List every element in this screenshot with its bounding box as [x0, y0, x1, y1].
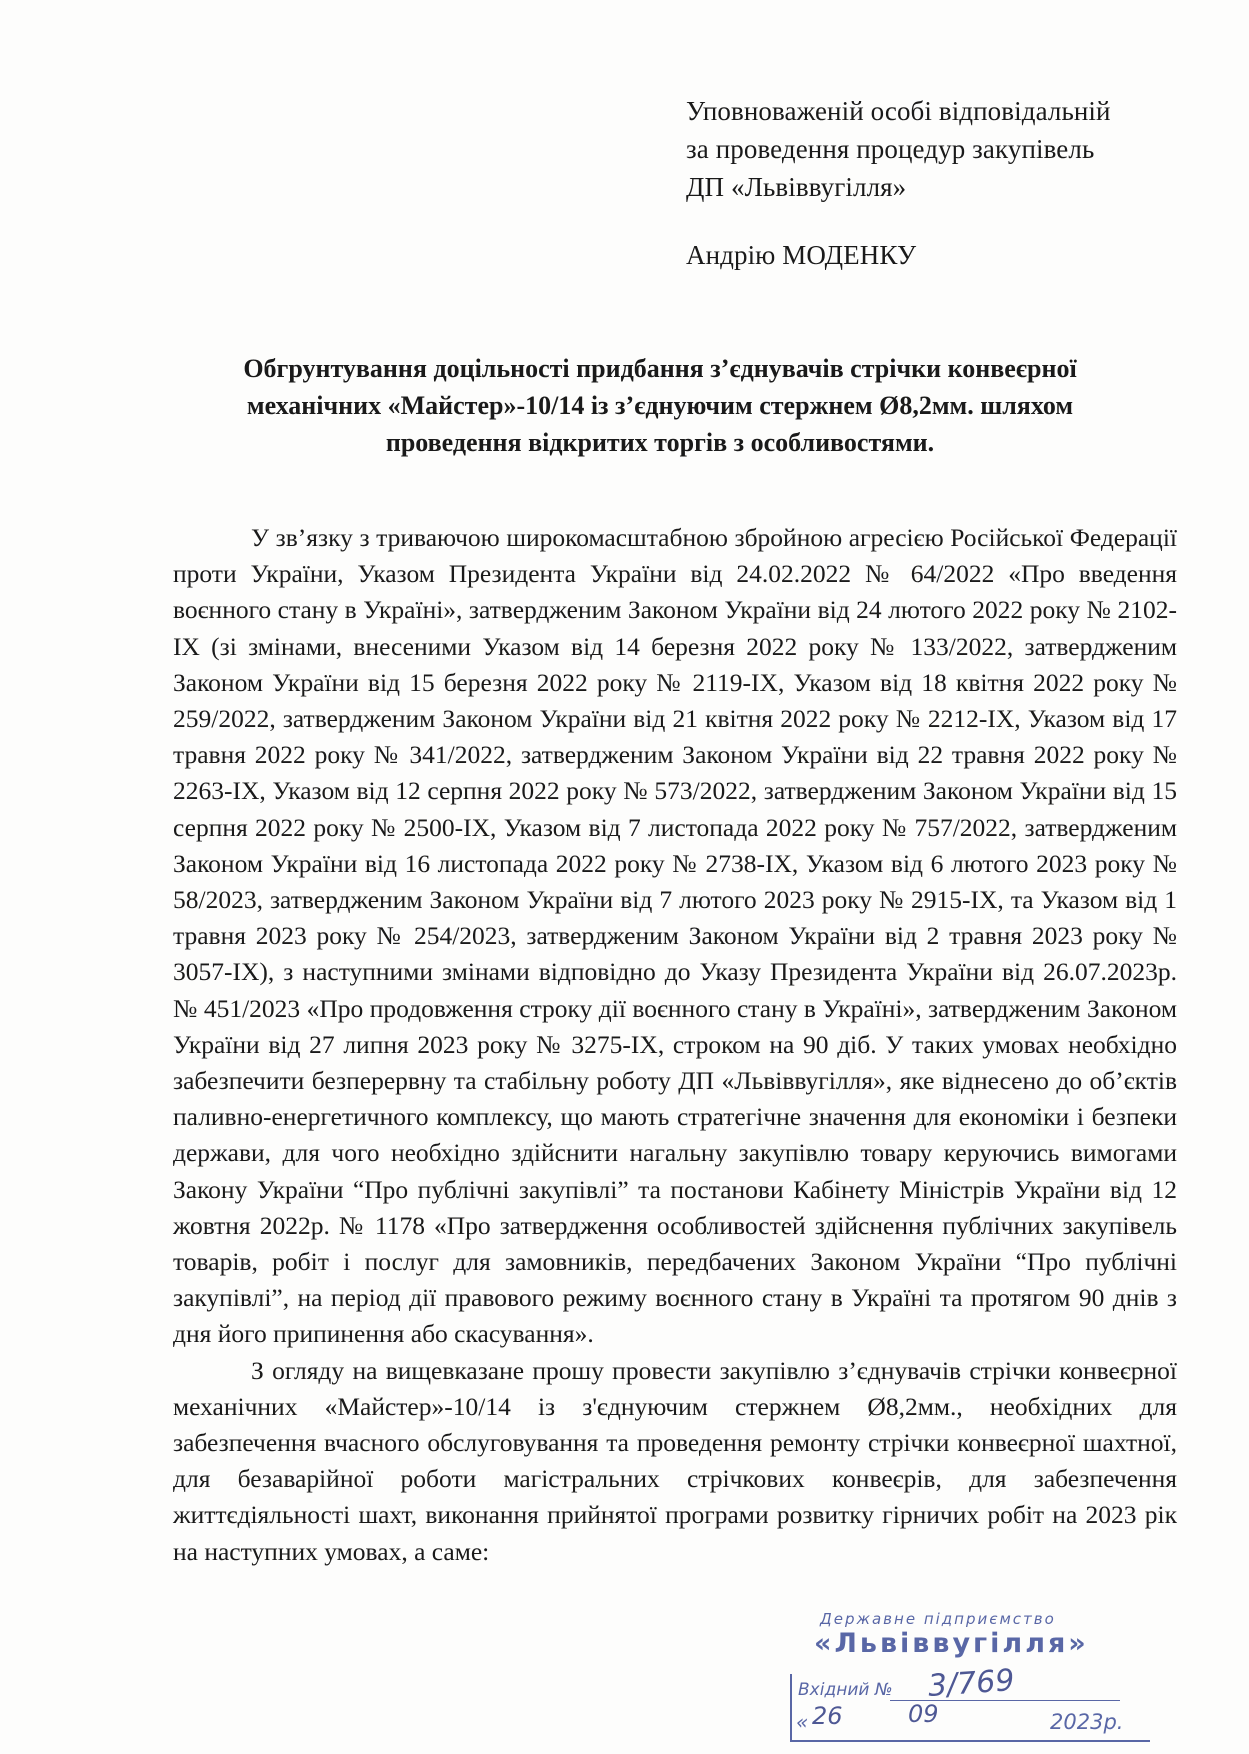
title-line-1: Обгрунтування доцільності придбання з’єднувачів стрічки конвеєрної — [243, 354, 1077, 383]
incoming-registration-stamp — [790, 1612, 1150, 1744]
stamp-date-month: 09 — [908, 1700, 939, 1728]
stamp-incoming-label: Вхідний № — [798, 1680, 893, 1700]
addressee-line-3: ДП «Львіввугілля» — [686, 172, 907, 202]
addressee-line-1: Уповноваженій особі відповідальній — [686, 96, 1111, 126]
stamp-company-name: «Львіввугілля» — [814, 1628, 1089, 1659]
stamp-date-open-quote: « — [796, 1710, 809, 1734]
stamp-org-line: Державне підприємство — [820, 1610, 1056, 1628]
stamp-date-day: 26 — [812, 1702, 843, 1730]
addressee-line-2: за проведення процедур закупівель — [686, 134, 1095, 164]
body-paragraph-2: З огляду на вищевказане прошу провести закупівлю з’єднувачів стрічки конвеєрної механічних «Майстер»-10/14 із з'єднуючим стержнем Ø8,2мм., необхідних для забезпечення вчасного обслуговування та проведення ремонту стрічки конвеєрної шахтної, для безаварійної роботи магістральних стрічкових конвеєрів, для забезпечення життєдіяльності шахт, виконання прийнятої програми розвитку гірничих робіт на 2023 рік на наступних умовах, а саме: — [173, 1355, 1177, 1566]
title-line-3: проведення відкритих торгів з особливостями. — [385, 428, 935, 457]
title-line-2: механічних «Майстер»-10/14 із з’єднуючим стержнем Ø8,2мм. шляхом — [246, 391, 1074, 420]
addressee-name: Андрію МОДЕНКУ — [686, 240, 917, 270]
document-body — [173, 520, 1177, 1570]
stamp-incoming-number: 3/769 — [926, 1663, 1016, 1704]
stamp-year-value: 2023 — [1050, 1710, 1104, 1734]
body-paragraph-1: У зв’язку з триваючою широкомасштабною збройною агресією Російської Федерації проти України, Указом Президента України від 24.02.2022 № 64/2022 «Про введення воєнного стану в Україні», затвердженим Законом України від 24 лютого 2022 року № 2102-IX (зі змінами, внесеними Указом від 14 березня 2022 року № 133/2022, затвердженим Законом України від 15 березня 2022 року № 2119-IX, Указом від 18 квітня 2022 року № 259/2022, затвердженим Законом України від 21 квітня 2022 року № 2212-IX, Указом від 17 травня 2022 року № 341/2022, затвердженим Законом України від 22 травня 2022 року № 2263-IX, Указом від 12 серпня 2022 року № 573/2022, затвердженим Законом України від 15 серпня 2022 року № 2500-IX, Указом від 7 листопада 2022 року № 757/2022, затвердженим Законом України від 16 листопада 2022 року № 2738-IX, Указом від 6 лютого 2023 року № 58/2023, затвердженим Законом України від 7 лютого 2023 року № 2915-IX, та Указом від 1 травня 2023 року № 254/2023, затвердженим Законом України від 2 травня 2023 року № 3057-IX), з наступними змінами відповідно до Указу Президента України від 26.07.2023р. № 451/2023 «Про продовження строку дії воєнного стану в Україні», затвердженим Законом України від 27 липня 2023 року № 3275-IX, строком на 90 діб. У таких умовах необхідно забезпечити безперервну та стабільну роботу ДП «Львіввугілля», яке віднесено до об’єктів паливно-енергетичного комплексу, що мають стратегічне значення для економіки і безпеки держави, для чого необхідно здійснити нагальну закупівлю товару керуючись вимогами Закону України “Про публічні закупівлі” та постанови Кабінету Міністрів України від 12 жовтня 2022р. № 1178 «Про затвердження особливостей здійснення публічних закупівель товарів, робіт і послуг для замовників, передбачених Законом України “Про публічні закупівлі”, на період дії правового режиму воєнного стану в Україні та протягом 90 днів з дня його припинення або скасування». — [173, 523, 1177, 1349]
stamp-year-suffix: р. — [1103, 1710, 1124, 1734]
stamp-date-year — [1050, 1710, 1123, 1734]
addressee-block — [686, 92, 1111, 274]
document-title — [180, 350, 1140, 461]
